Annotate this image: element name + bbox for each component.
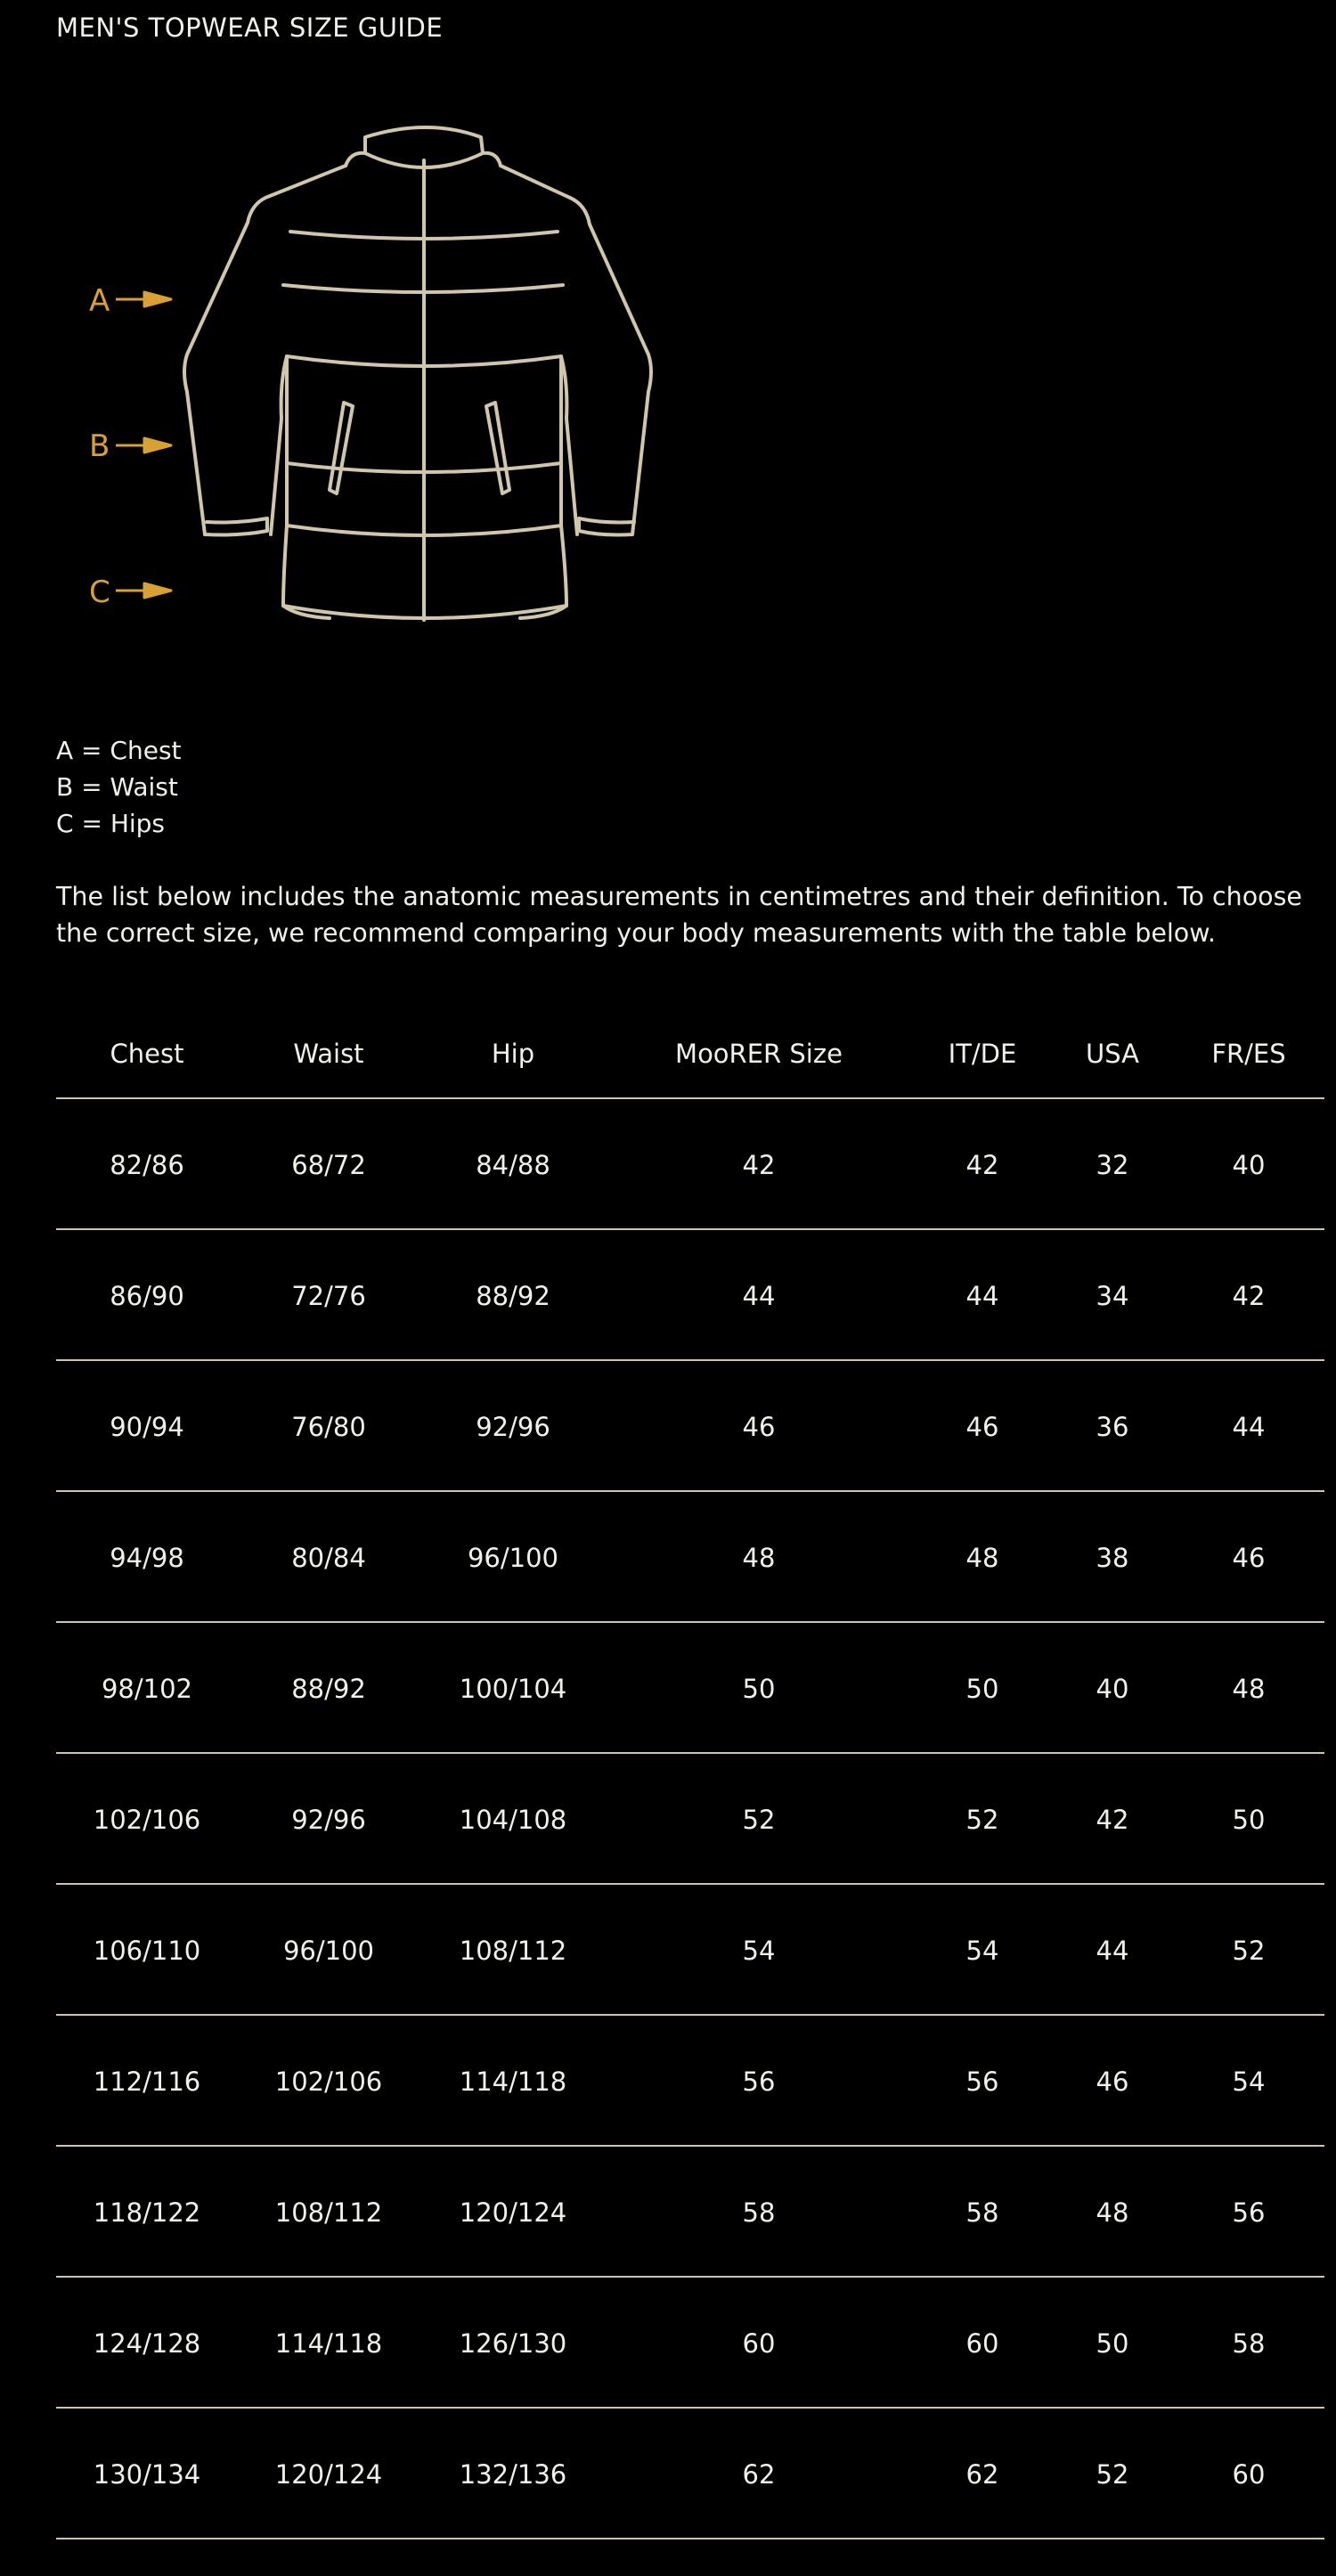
cell-chest: 86/90 [110, 1281, 184, 1311]
marker-b-label: B [89, 428, 110, 464]
cell-fr-es: 42 [1232, 1281, 1266, 1311]
cell-waist: 92/96 [291, 1805, 366, 1835]
intro-paragraph: The list below includes the anatomic measurements in centimetres and their definition. To choose the correct size, we recommend comparing your body measurements with the table below. [56, 882, 1302, 948]
cell-moorer-size: 48 [742, 1543, 776, 1573]
cell-moorer-size: 42 [742, 1150, 776, 1180]
cell-moorer-size: 50 [742, 1674, 776, 1704]
size-table [56, 1019, 1324, 2539]
cell-it-de: 58 [965, 2197, 999, 2228]
cell-hip: 92/96 [476, 1412, 550, 1442]
cell-usa: 44 [1096, 1936, 1129, 1966]
cell-usa: 46 [1096, 2067, 1129, 2097]
cell-chest: 102/106 [93, 1805, 201, 1835]
cell-waist: 72/76 [291, 1281, 366, 1311]
cell-hip: 126/130 [459, 2328, 567, 2359]
marker-b [89, 428, 171, 464]
jacket-outline-icon [89, 116, 677, 632]
cell-usa: 48 [1096, 2197, 1129, 2228]
header-it-de: IT/DE [948, 1039, 1017, 1069]
jacket-diagram [89, 116, 677, 632]
cell-usa: 50 [1096, 2328, 1129, 2359]
cell-fr-es: 52 [1232, 1936, 1266, 1966]
cell-it-de: 62 [965, 2459, 999, 2490]
marker-a [89, 283, 171, 319]
cell-waist: 88/92 [291, 1674, 366, 1704]
table-row [56, 1885, 1324, 2016]
cell-moorer-size: 58 [742, 2197, 776, 2228]
cell-moorer-size: 44 [742, 1281, 776, 1311]
cell-fr-es: 56 [1232, 2197, 1266, 2228]
cell-waist: 68/72 [291, 1150, 366, 1180]
arrow-right-icon [116, 438, 171, 452]
cell-waist: 76/80 [291, 1412, 366, 1442]
cell-hip: 88/92 [476, 1281, 550, 1311]
cell-chest: 94/98 [110, 1543, 184, 1573]
cell-hip: 100/104 [459, 1674, 567, 1704]
table-row [56, 1492, 1324, 1623]
cell-usa: 32 [1096, 1150, 1129, 1180]
legend-item-chest: A = Chest [56, 736, 182, 765]
cell-hip: 84/88 [476, 1150, 550, 1180]
cell-waist: 114/118 [274, 2328, 383, 2359]
cell-usa: 38 [1096, 1543, 1129, 1573]
cell-it-de: 46 [965, 1412, 999, 1442]
arrow-right-icon [116, 583, 171, 598]
cell-hip: 120/124 [459, 2197, 567, 2228]
header-usa: USA [1085, 1039, 1139, 1069]
cell-fr-es: 50 [1232, 1805, 1266, 1835]
cell-waist: 108/112 [274, 2197, 383, 2228]
cell-fr-es: 44 [1232, 1412, 1266, 1442]
cell-it-de: 54 [965, 1936, 999, 1966]
table-header-row [56, 1019, 1324, 1099]
cell-chest: 98/102 [101, 1674, 193, 1704]
cell-it-de: 44 [965, 1281, 999, 1311]
cell-chest: 90/94 [110, 1412, 184, 1442]
cell-usa: 40 [1096, 1674, 1129, 1704]
cell-hip: 104/108 [459, 1805, 567, 1835]
header-waist: Waist [293, 1039, 364, 1069]
cell-hip: 108/112 [459, 1936, 567, 1966]
cell-it-de: 42 [965, 1150, 999, 1180]
header-moorer-size: MooRER Size [675, 1039, 843, 1069]
cell-hip: 96/100 [467, 1543, 559, 1573]
legend-item-hips: C = Hips [56, 809, 166, 838]
cell-moorer-size: 60 [742, 2328, 776, 2359]
cell-chest: 106/110 [93, 1936, 201, 1966]
cell-moorer-size: 56 [742, 2067, 776, 2097]
cell-moorer-size: 52 [742, 1805, 776, 1835]
page-title: MEN'S TOPWEAR SIZE GUIDE [56, 12, 444, 43]
cell-chest: 118/122 [93, 2197, 201, 2228]
marker-a-label: A [89, 283, 110, 319]
cell-chest: 82/86 [110, 1150, 184, 1180]
cell-usa: 34 [1096, 1281, 1129, 1311]
cell-fr-es: 40 [1232, 1150, 1266, 1180]
cell-fr-es: 46 [1232, 1543, 1266, 1573]
cell-moorer-size: 54 [742, 1936, 776, 1966]
arrow-right-icon [116, 292, 171, 306]
cell-waist: 120/124 [274, 2459, 383, 2490]
table-row [56, 1623, 1324, 1754]
legend-item-waist: B = Waist [56, 772, 178, 802]
cell-waist: 102/106 [274, 2067, 383, 2097]
measurement-legend [56, 732, 182, 842]
cell-fr-es: 48 [1232, 1674, 1266, 1704]
table-row [56, 2409, 1324, 2539]
cell-waist: 80/84 [291, 1543, 366, 1573]
header-chest: Chest [110, 1039, 184, 1069]
cell-moorer-size: 62 [742, 2459, 776, 2490]
table-row [56, 2278, 1324, 2409]
cell-it-de: 52 [965, 1805, 999, 1835]
cell-fr-es: 54 [1232, 2067, 1266, 2097]
cell-fr-es: 58 [1232, 2328, 1266, 2359]
cell-chest: 112/116 [93, 2067, 201, 2097]
cell-hip: 114/118 [459, 2067, 567, 2097]
cell-it-de: 48 [965, 1543, 999, 1573]
cell-usa: 42 [1096, 1805, 1129, 1835]
cell-waist: 96/100 [282, 1936, 375, 1966]
table-row [56, 1361, 1324, 1492]
table-row [56, 1099, 1324, 1230]
header-hip: Hip [491, 1039, 535, 1069]
cell-it-de: 56 [965, 2067, 999, 2097]
cell-chest: 130/134 [93, 2459, 201, 2490]
table-row [56, 1754, 1324, 1885]
cell-moorer-size: 46 [742, 1412, 776, 1442]
cell-hip: 132/136 [459, 2459, 567, 2490]
header-fr-es: FR/ES [1211, 1039, 1286, 1069]
cell-chest: 124/128 [93, 2328, 201, 2359]
table-row [56, 2016, 1324, 2147]
cell-it-de: 50 [965, 1674, 999, 1704]
table-row [56, 1230, 1324, 1361]
cell-usa: 36 [1096, 1412, 1129, 1442]
cell-fr-es: 60 [1232, 2459, 1266, 2490]
table-row [56, 2147, 1324, 2278]
cell-usa: 52 [1096, 2459, 1129, 2490]
marker-c-label: C [89, 575, 110, 610]
cell-it-de: 60 [965, 2328, 999, 2359]
marker-c [89, 575, 171, 610]
